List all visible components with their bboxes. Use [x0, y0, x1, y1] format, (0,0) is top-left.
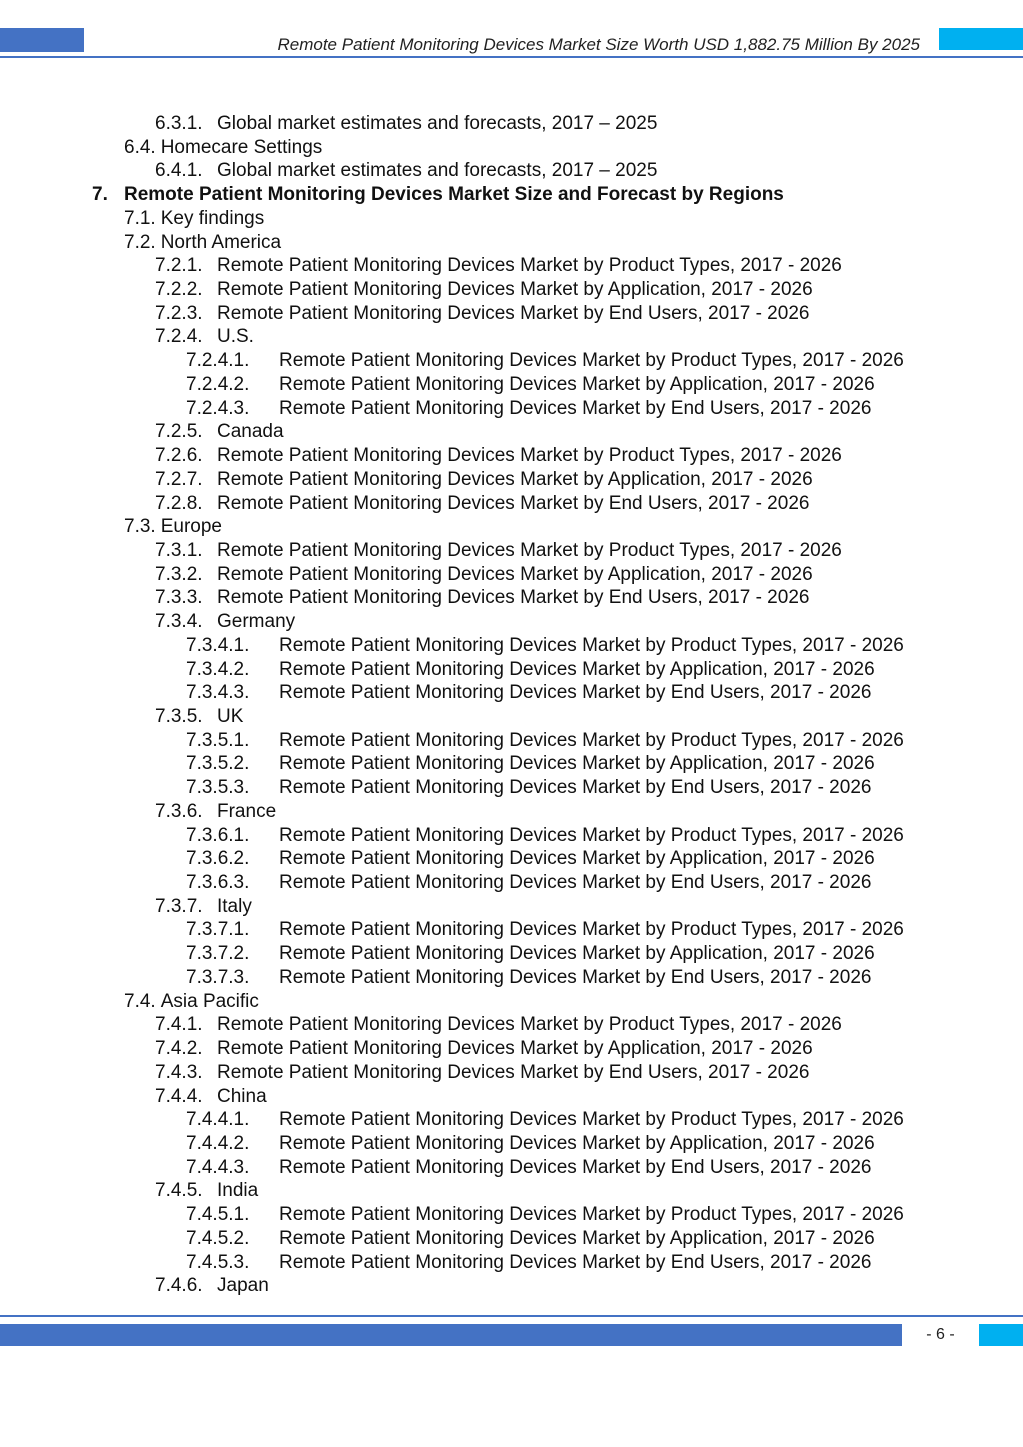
page-number: - 6 - — [926, 1326, 955, 1343]
toc-entry-title: Remote Patient Monitoring Devices Market by Product Types, 2017 - 2026 — [279, 1109, 904, 1131]
toc-entry-number: 7.4.5.1. — [186, 1204, 250, 1226]
toc-entry-title: Remote Patient Monitoring Devices Market by Application, 2017 - 2026 — [279, 373, 875, 395]
toc-entry-number: 7.3.6.2. — [186, 848, 250, 870]
toc-entry-number: 7.2.7. — [155, 468, 203, 490]
toc-entry-title: Remote Patient Monitoring Devices Market by Application, 2017 - 2026 — [217, 563, 813, 585]
toc-entry-title: Japan — [217, 1275, 269, 1297]
toc-entry-title: Remote Patient Monitoring Devices Market by Product Types, 2017 - 2026 — [279, 824, 904, 846]
toc-entry-title: Germany — [217, 611, 296, 633]
toc-entry-number: 7.2.4.2. — [186, 373, 250, 395]
header-accent-left — [0, 28, 84, 52]
toc-entry-number: 6.3.1. — [155, 113, 203, 134]
toc-entry-number: 7.3.5.3. — [186, 777, 250, 799]
toc-entry-title: Remote Patient Monitoring Devices Market by End Users, 2017 - 2026 — [279, 966, 872, 988]
toc-entry-number: 7.4.4.1. — [186, 1109, 250, 1131]
toc-entry-title: Remote Patient Monitoring Devices Market by End Users, 2017 - 2026 — [279, 872, 872, 894]
toc-entry-title: India — [217, 1180, 259, 1202]
toc-entry-number: 7.2.4.3. — [186, 397, 250, 419]
toc-entry-title: Remote Patient Monitoring Devices Market by Application, 2017 - 2026 — [279, 1132, 875, 1154]
toc-entry-number: 7.4.6. — [155, 1275, 203, 1297]
toc-entry — [124, 231, 281, 255]
toc-entry-title: Remote Patient Monitoring Devices Market by Application, 2017 - 2026 — [279, 658, 875, 680]
toc-entry-title: Global market estimates and forecasts, 2017 – 2025 — [217, 160, 658, 182]
toc-entry-number: 7.2.2. — [155, 279, 203, 301]
toc-entry-number: 7.3. — [124, 516, 156, 538]
toc-entry-title: Remote Patient Monitoring Devices Market by End Users, 2017 - 2026 — [279, 1251, 872, 1273]
toc-entry-number: 7.4.5. — [155, 1180, 203, 1202]
toc-entry-title: Remote Patient Monitoring Devices Market by Product Types, 2017 - 2026 — [279, 919, 904, 941]
toc-entry-number: 7.3.5.2. — [186, 753, 250, 775]
toc-entry-title: Canada — [217, 421, 284, 443]
toc-entry-title: Remote Patient Monitoring Devices Market by End Users, 2017 - 2026 — [217, 302, 810, 324]
toc-entry-number: 7.3.7.3. — [186, 966, 250, 988]
toc-entry-number: 7.3.4. — [155, 611, 203, 633]
toc-entry-title: Remote Patient Monitoring Devices Market by Product Types, 2017 - 2026 — [279, 634, 904, 656]
toc-entry-number: 7.3.5.1. — [186, 729, 250, 751]
toc-entry-title: Remote Patient Monitoring Devices Market by Product Types, 2017 - 2026 — [217, 539, 842, 561]
toc-entry-title: Remote Patient Monitoring Devices Market by Application, 2017 - 2026 — [217, 279, 813, 301]
toc-entry-title: Remote Patient Monitoring Devices Market by Product Types, 2017 - 2026 — [279, 729, 904, 751]
header-rule — [0, 56, 1023, 58]
toc-entry-number: 7.4. — [124, 990, 156, 1012]
toc-entry-title: Europe — [160, 516, 222, 538]
toc-entry-number: 7.4.4.3. — [186, 1156, 250, 1178]
toc-entry-number: 7.3.7.1. — [186, 919, 250, 941]
toc-entry-number: 6.4. — [124, 136, 156, 158]
toc-entry-title: Remote Patient Monitoring Devices Market by End Users, 2017 - 2026 — [217, 492, 810, 514]
toc-entry-number: 7.3.7. — [155, 895, 203, 917]
toc-entry-title: North America — [160, 231, 282, 253]
header-title: Remote Patient Monitoring Devices Market Size Worth USD 1,882.75 Million By 2025 — [277, 35, 920, 54]
toc-entry-title: Italy — [217, 895, 252, 917]
toc-entry-number: 7.4.5.3. — [186, 1251, 250, 1273]
toc-entry — [124, 136, 322, 160]
toc-entry — [124, 990, 259, 1014]
toc-entry-title: Remote Patient Monitoring Devices Market by Application, 2017 - 2026 — [217, 1038, 813, 1060]
toc-entry-title: Remote Patient Monitoring Devices Market by End Users, 2017 - 2026 — [217, 587, 810, 609]
toc-entry-number: 7.3.3. — [155, 587, 203, 609]
toc-entry-number: 7.3.7.2. — [186, 943, 250, 965]
toc-entry-number: 7.2.4.1. — [186, 350, 250, 372]
toc-entry-title: Homecare Settings — [160, 136, 323, 158]
toc-entry-number: 7.3.6.1. — [186, 824, 250, 846]
footer-rule — [0, 1315, 1023, 1317]
toc-entry-number: 7.2.8. — [155, 492, 203, 514]
toc-entry-number: 7. — [92, 184, 108, 206]
toc-entry-number: 7.3.6.3. — [186, 872, 250, 894]
toc-entry-number: 7.2.4. — [155, 326, 203, 348]
toc-entry-title: Remote Patient Monitoring Devices Market by Product Types, 2017 - 2026 — [217, 445, 842, 467]
toc-entry-number: 7.2.1. — [155, 255, 203, 277]
toc-entry-title: Remote Patient Monitoring Devices Market by Product Types, 2017 - 2026 — [279, 350, 904, 372]
footer-bar — [0, 1324, 902, 1346]
toc-entry-title: U.S. — [217, 326, 254, 348]
toc-entry-title: China — [217, 1085, 267, 1107]
toc-entry-title: Key findings — [160, 207, 265, 229]
toc-entry-number: 7.2.5. — [155, 421, 203, 443]
toc-entry-number: 7.4.4.2. — [186, 1132, 250, 1154]
toc-entry-title: Remote Patient Monitoring Devices Market by Product Types, 2017 - 2026 — [217, 1014, 842, 1036]
toc-entry — [124, 207, 264, 231]
toc-entry-number: 7.2.6. — [155, 445, 203, 467]
toc-entry-title: Remote Patient Monitoring Devices Market Size and Forecast by Regions — [124, 184, 784, 206]
toc-entry-number: 7.1. — [124, 207, 156, 229]
toc-entry-title: Remote Patient Monitoring Devices Market by Application, 2017 - 2026 — [217, 468, 813, 490]
toc-entry — [124, 515, 222, 539]
toc-entry-number: 7.4.4. — [155, 1085, 203, 1107]
toc-entry-title: Remote Patient Monitoring Devices Market by End Users, 2017 - 2026 — [217, 1061, 810, 1083]
toc-entry-title: Remote Patient Monitoring Devices Market by Product Types, 2017 - 2026 — [217, 255, 842, 277]
toc-entry-number: 7.3.5. — [155, 706, 203, 727]
toc-entry-title: Remote Patient Monitoring Devices Market by End Users, 2017 - 2026 — [279, 682, 872, 704]
toc-entry-number: 7.4.2. — [155, 1038, 203, 1060]
toc-entry-title: Asia Pacific — [160, 990, 259, 1012]
toc-entry-number: 7.4.5.2. — [186, 1227, 250, 1249]
toc-entry-number: 7.3.4.2. — [186, 658, 250, 680]
toc-entry-title: Remote Patient Monitoring Devices Market by Application, 2017 - 2026 — [279, 943, 875, 965]
header-accent-right — [939, 28, 1023, 50]
toc-entry-title: UK — [217, 706, 244, 727]
toc-entry-number: 7.3.1. — [155, 539, 203, 561]
toc-entry-number: 7.3.4.3. — [186, 682, 250, 704]
toc-entry-number: 7.3.6. — [155, 800, 203, 822]
toc-entry-number: 7.3.2. — [155, 563, 203, 585]
toc-entry-title: Remote Patient Monitoring Devices Market by Application, 2017 - 2026 — [279, 1227, 875, 1249]
toc-entry-title: Remote Patient Monitoring Devices Market by Application, 2017 - 2026 — [279, 753, 875, 775]
toc-entry-number: 7.2.3. — [155, 302, 203, 324]
toc-entry-title: Remote Patient Monitoring Devices Market by End Users, 2017 - 2026 — [279, 1156, 872, 1178]
toc-entry-title: Remote Patient Monitoring Devices Market by Product Types, 2017 - 2026 — [279, 1204, 904, 1226]
toc-entry-number: 7.2. — [124, 231, 156, 253]
toc-entry-number: 7.4.3. — [155, 1061, 203, 1083]
toc-entry-title: Remote Patient Monitoring Devices Market by End Users, 2017 - 2026 — [279, 777, 872, 799]
toc-entry-title: France — [217, 800, 277, 822]
footer-accent-right — [979, 1324, 1023, 1346]
toc-entry-number: 7.4.1. — [155, 1014, 203, 1036]
toc-entry-title: Remote Patient Monitoring Devices Market by Application, 2017 - 2026 — [279, 848, 875, 870]
toc-entry-number: 6.4.1. — [155, 160, 203, 182]
toc-entry-title: Remote Patient Monitoring Devices Market by End Users, 2017 - 2026 — [279, 397, 872, 419]
toc-entry-title: Global market estimates and forecasts, 2017 – 2025 — [217, 113, 658, 134]
toc-entry-number: 7.3.4.1. — [186, 634, 250, 656]
